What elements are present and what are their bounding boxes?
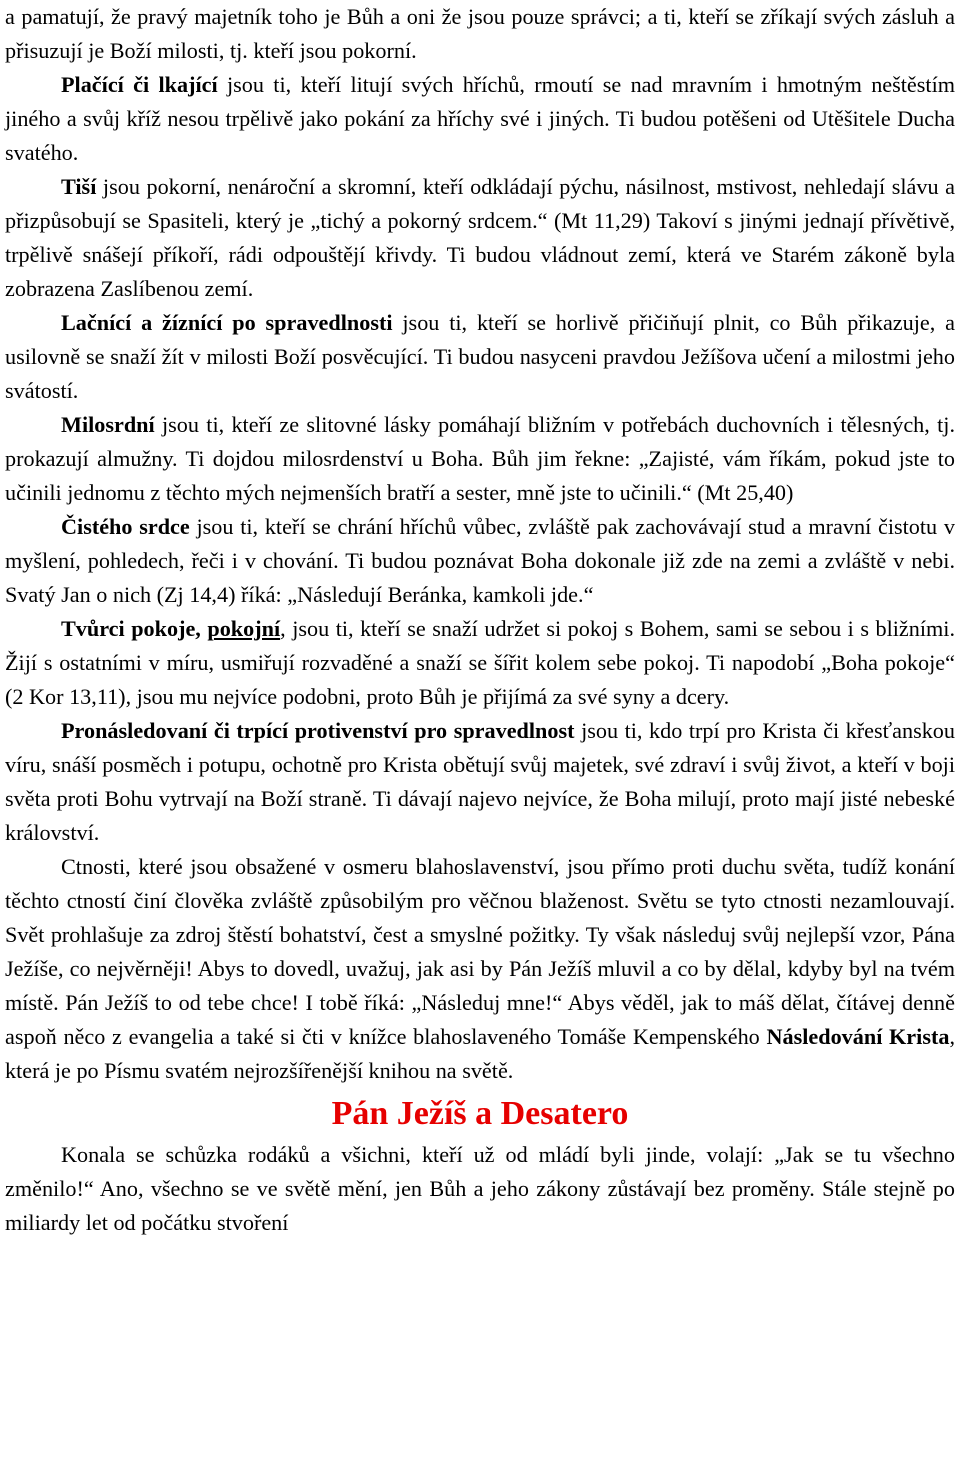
- paragraph-merciful: [5, 408, 955, 510]
- term-merciful: Milosrdní: [61, 412, 155, 437]
- paragraph-meek: [5, 170, 955, 306]
- paragraph-merciful-text: jsou ti, kteří ze slitovné lásky pomáhají bližním v potřebách duchovních i tělesných, tj. prokazují almužny. Ti dojdou milosrdenství u Boha. Bůh jim řekne: „Zajisté, vám říkám, pokud jste to učinili jednomu z těchto mých nejmenších bratří a sester, mně jste to učinili.“ (Mt 25,40): [5, 412, 955, 505]
- term-mourning: Plačící či lkající: [61, 72, 218, 97]
- book-title: Následování Krista: [766, 1024, 950, 1049]
- term-meek: Tiší: [61, 174, 97, 199]
- term-pure: Čistého srdce: [61, 514, 190, 539]
- paragraph-pure: [5, 510, 955, 612]
- paragraph-virtues-text: Ctnosti, které jsou obsažené v osmeru blahoslavenství, jsou přímo proti duchu světa, tudíž konání těchto ctností činí člověka zvláště způsobilým pro věčnou blaženost. Světu se tyto ctnosti nezamlouvají. Svět prohlašuje za zdroj štěstí bohatství, čest a smyslné požitky. Ty však následuj svůj nejlepší vzor, Pána Ježíše, co nejvěrněji! Abys to dovedl, uvažuj, jak asi by Pán Ježíš mluvil a co by dělal, kdyby byl na tvém místě. Pán Ježíš to od tebe chce! I tobě říká: „Následuj mne!“ Abys věděl, jak to máš dělat, čítávej denně aspoň něco z evangelia a také si čti v knížce blahoslaveného Tomáše Kempenského: [5, 854, 955, 1049]
- paragraph-persecuted-text: jsou ti, kdo trpí pro Krista či křesťanskou víru, snáší posměch i potupu, ochotně pro Krista obětují svůj majetek, své zdraví i svůj život, a kteří v boji světa proti Bohu vytrvají na Boží straně. Ti dávají najevo nejvíce, že Boha milují, proto mají jisté nebeské království.: [5, 718, 955, 845]
- section-heading: Pán Ježíš a Desatero: [331, 1095, 629, 1132]
- paragraph-peacemakers: [5, 612, 955, 714]
- paragraph-peacemakers-text: , jsou ti, kteří se snaží udržet si pokoj s Bohem, sami se sebou i s bližními. Žijí s ostatními v míru, usmiřují rozvaděné a snaží se šířit kolem sebe pokoj. Ti napodobí „Boha pokoje“ (2 Kor 13,11), jsou mu nejvíce podobni, proto Bůh je přijímá za své syny a dcery.: [5, 616, 955, 709]
- term-peaceful: pokojní: [207, 616, 281, 641]
- paragraph-hungry: [5, 306, 955, 408]
- term-hungry: Lačnící a žíznící po spravedlnosti: [61, 310, 393, 335]
- paragraph-virtues-tail: , která je po Písmu svatém nejrozšířenější knihou na světě.: [5, 1024, 955, 1083]
- paragraph-pure-text: jsou ti, kteří se chrání hříchů vůbec, zvláště pak zachovávají stud a mravní čistotu v myšlení, pohledech, řeči i v chování. Ti budou poznávat Boha dokonale již zde na zemi a zvláště v nebi. Svatý Jan o nich (Zj 14,4) říká: „Následují Beránka, kamkoli jde.“: [5, 514, 955, 607]
- paragraph-virtues: [5, 850, 955, 1088]
- paragraph-meeting: Konala se schůzka rodáků a všichni, kteří už od mládí byli jinde, volají: „Jak se tu všechno změnilo!“ Ano, všechno se ve světě mění, jen Bůh a jeho zákony zůstávají bez proměny. Stále stejně po miliardy let od počátku stvoření: [5, 1142, 955, 1235]
- paragraph-intro: a pamatují, že pravý majetník toho je Bůh a oni že jsou pouze správci; a ti, kteří se zříkají svých zásluh a přisuzují je Boží milosti, tj. kteří jsou pokorní.: [5, 4, 955, 63]
- paragraph-mourning-text: jsou ti, kteří litují svých hříchů, rmoutí se nad mravním i hmotným neštěstím jiného a svůj kříž nesou trpělivě jako pokání za hříchy své i jiných. Ti budou potěšeni od Utěšitele Ducha svatého.: [5, 72, 956, 165]
- term-persecuted: Pronásledovaní či trpící protivenství pro spravedlnost: [61, 718, 575, 743]
- paragraph-persecuted: [5, 714, 955, 850]
- paragraph-hungry-text: jsou ti, kteří se horlivě přičiňují plnit, co Bůh přikazuje, a usilovně se snaží žít v milosti Boží posvěcující. Ti budou nasyceni pravdou Ježíšova učení a milostmi jeho svátostí.: [5, 310, 955, 403]
- paragraph-mourning: [5, 68, 955, 170]
- term-peacemakers: Tvůrci pokoje,: [61, 616, 208, 641]
- document-page: [5, 0, 955, 1240]
- paragraph-meek-text: jsou pokorní, nenároční a skromní, kteří odkládají pýchu, násilnost, mstivost, nehledají slávu a přizpůsobují se Spasiteli, který je „tichý a pokorný srdcem.“ (Mt 11,29) Takoví s jinými jednají přívětivě, trpělivě snášejí příkoří, rádi odpouštějí křivdy. Ti budou vládnout zemí, která ve Starém zákoně byla zobrazena Zaslíbenou zemí.: [5, 174, 955, 301]
